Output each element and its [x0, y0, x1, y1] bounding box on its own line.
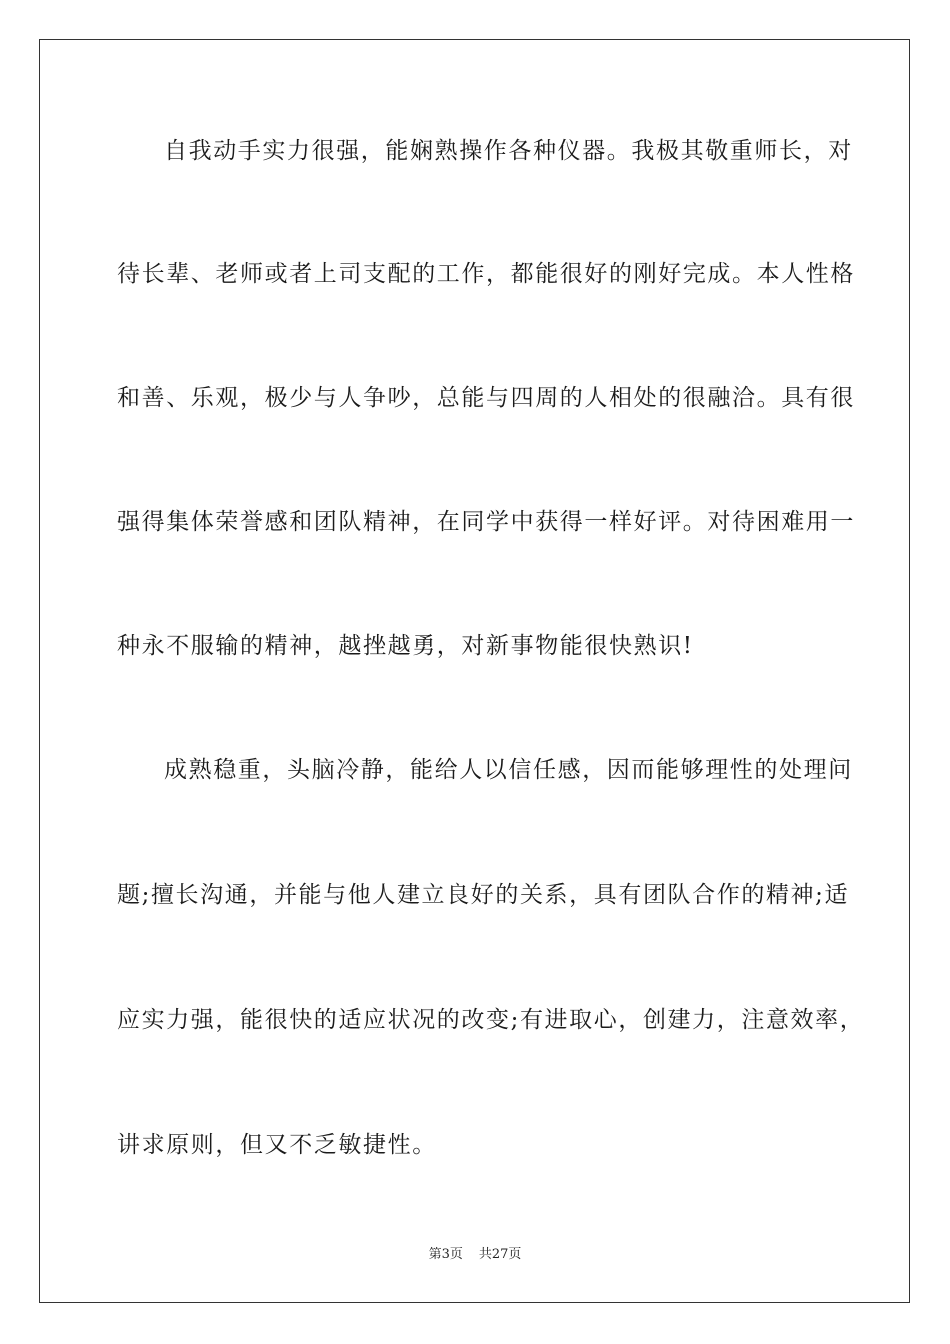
paragraph-2-line-1: 成熟稳重，头脑冷静，能给人以信任感，因而能够理性的处理问	[164, 757, 853, 783]
paragraph-1-line-3: 和善、乐观，极少与人争吵，总能与四周的人相处的很融洽。具有很	[117, 385, 855, 411]
paragraph-2-line-2: 题;擅长沟通，并能与他人建立良好的关系，具有团队合作的精神;适	[117, 882, 850, 908]
page-footer	[0, 1246, 950, 1264]
page-number: 第3页	[428, 1247, 463, 1262]
paragraph-2-line-4: 讲求原则，但又不乏敏捷性。	[117, 1132, 437, 1158]
paragraph-1-line-1: 自我动手实力很强，能娴熟操作各种仪器。我极其敬重师长，对	[164, 138, 853, 164]
paragraph-1-line-2: 待长辈、老师或者上司支配的工作，都能很好的刚好完成。本人性格	[117, 261, 855, 287]
paragraph-2-line-3: 应实力强，能很快的适应状况的改变;有进取心，创建力，注意效率，	[117, 1007, 865, 1033]
paragraph-1-line-4: 强得集体荣誉感和团队精神，在同学中获得一样好评。对待困难用一	[117, 509, 855, 535]
paragraph-1-line-5: 种永不服输的精神，越挫越勇，对新事物能很快熟识!	[117, 633, 694, 659]
page-border	[39, 39, 910, 1303]
page-total: 共27页	[478, 1247, 522, 1262]
